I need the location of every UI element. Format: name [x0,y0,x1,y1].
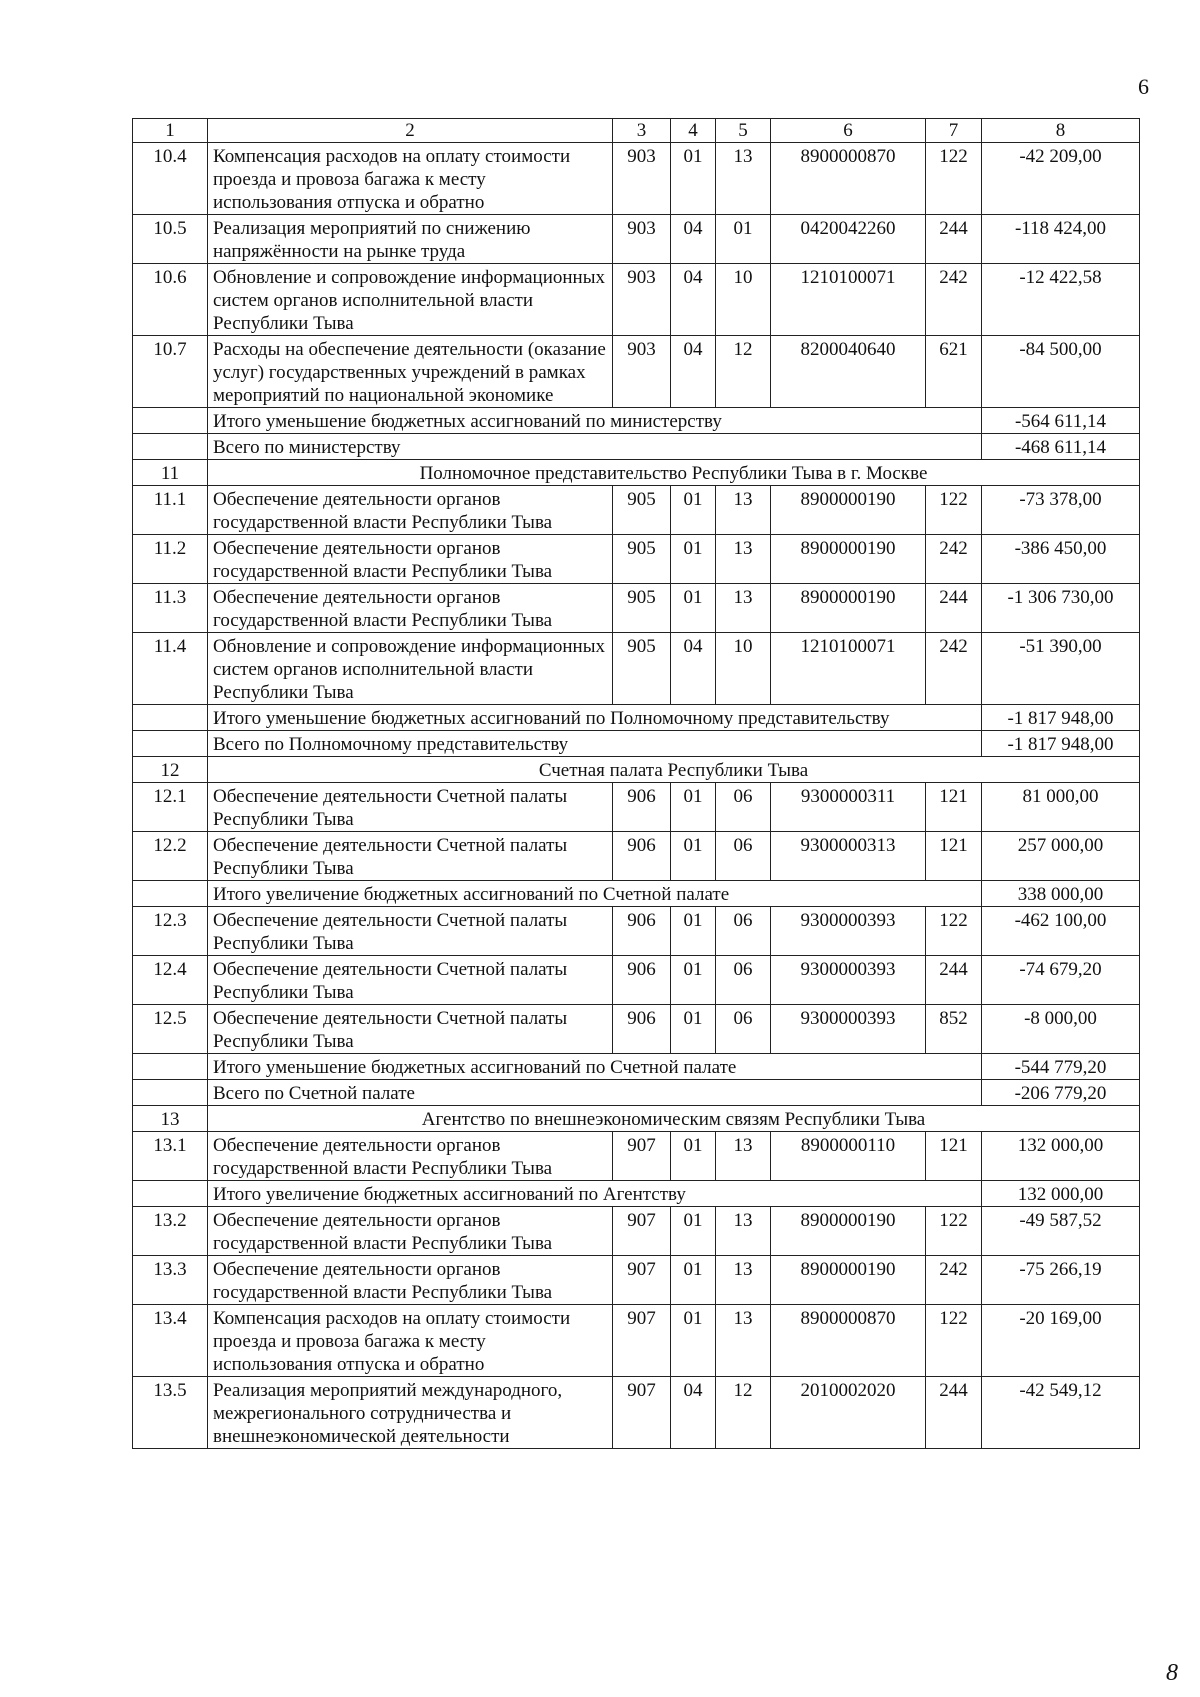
expense-type-code: 121 [926,1132,982,1181]
header-cell: 5 [716,119,771,143]
target-article-code: 1210100071 [771,633,926,705]
summary-empty-cell [133,1080,208,1106]
expense-type-code: 852 [926,1005,982,1054]
amount: -51 390,00 [982,633,1140,705]
target-article-code: 0420042260 [771,215,926,264]
amount: -386 450,00 [982,535,1140,584]
target-article-code: 9300000393 [771,1005,926,1054]
summary-label: Итого увеличение бюджетных ассигнований по Агентству [208,1181,982,1207]
header-cell: 7 [926,119,982,143]
amount: -8 000,00 [982,1005,1140,1054]
summary-row [133,408,1140,434]
target-article-code: 8900000190 [771,1207,926,1256]
row-number: 13.5 [133,1377,208,1449]
row-description: Обеспечение деятельности Счетной палаты Республики Тыва [208,783,613,832]
row-description: Обеспечение деятельности Счетной палаты Республики Тыва [208,832,613,881]
table-row [133,336,1140,408]
row-number: 10.5 [133,215,208,264]
row-number: 10.7 [133,336,208,408]
target-article-code: 9300000313 [771,832,926,881]
section-code: 01 [671,1132,716,1181]
section-code: 01 [671,486,716,535]
subsection-code: 13 [716,535,771,584]
row-description: Реализация мероприятий по снижению напряжённости на рынке труда [208,215,613,264]
expense-type-code: 122 [926,1207,982,1256]
amount: -1 306 730,00 [982,584,1140,633]
summary-row [133,731,1140,757]
row-description: Обеспечение деятельности органов государственной власти Республики Тыва [208,1132,613,1181]
amount: -12 422,58 [982,264,1140,336]
expense-type-code: 244 [926,1377,982,1449]
section-code: 01 [671,1207,716,1256]
expense-type-code: 122 [926,143,982,215]
summary-empty-cell [133,408,208,434]
header-cell: 2 [208,119,613,143]
table-row [133,1005,1140,1054]
summary-row [133,1054,1140,1080]
target-article-code: 8900000190 [771,584,926,633]
table-row [133,1207,1140,1256]
ministry-code: 903 [613,264,671,336]
ministry-code: 903 [613,215,671,264]
row-description: Обеспечение деятельности органов государственной власти Республики Тыва [208,1256,613,1305]
amount: -462 100,00 [982,907,1140,956]
row-number: 12.1 [133,783,208,832]
target-article-code: 8900000190 [771,1256,926,1305]
expense-type-code: 242 [926,633,982,705]
ministry-code: 905 [613,486,671,535]
table-row [133,1305,1140,1377]
section-code: 04 [671,1377,716,1449]
amount: 81 000,00 [982,783,1140,832]
row-number: 11.4 [133,633,208,705]
ministry-code: 907 [613,1132,671,1181]
target-article-code: 9300000393 [771,907,926,956]
table-row [133,215,1140,264]
section-code: 01 [671,1305,716,1377]
section-header-row [133,460,1140,486]
summary-empty-cell [133,705,208,731]
subsection-code: 06 [716,1005,771,1054]
ministry-code: 905 [613,535,671,584]
target-article-code: 8900000870 [771,1305,926,1377]
ministry-code: 905 [613,584,671,633]
section-code: 04 [671,336,716,408]
target-article-code: 8900000870 [771,143,926,215]
section-title: Полномочное представительство Республики Тыва в г. Москве [208,460,1140,486]
row-number: 12.5 [133,1005,208,1054]
table-row [133,907,1140,956]
summary-empty-cell [133,1054,208,1080]
table-row [133,1377,1140,1449]
row-number: 12.2 [133,832,208,881]
summary-label: Итого уменьшение бюджетных ассигнований по министерству [208,408,982,434]
summary-empty-cell [133,881,208,907]
target-article-code: 8900000190 [771,535,926,584]
amount: -75 266,19 [982,1256,1140,1305]
row-number: 13.1 [133,1132,208,1181]
budget-table [132,118,1140,1449]
row-number: 10.4 [133,143,208,215]
section-code: 01 [671,535,716,584]
section-code: 01 [671,1256,716,1305]
subsection-code: 06 [716,783,771,832]
expense-type-code: 242 [926,1256,982,1305]
row-description: Обеспечение деятельности Счетной палаты Республики Тыва [208,956,613,1005]
table-row [133,783,1140,832]
row-number: 11.3 [133,584,208,633]
expense-type-code: 244 [926,584,982,633]
table-row [133,264,1140,336]
subsection-code: 06 [716,832,771,881]
table-row [133,486,1140,535]
ministry-code: 907 [613,1377,671,1449]
section-title: Счетная палата Республики Тыва [208,757,1140,783]
amount: -42 549,12 [982,1377,1140,1449]
subsection-code: 10 [716,633,771,705]
ministry-code: 903 [613,336,671,408]
expense-type-code: 242 [926,264,982,336]
summary-amount: -544 779,20 [982,1054,1140,1080]
summary-label: Всего по министерству [208,434,982,460]
summary-label: Всего по Счетной палате [208,1080,982,1106]
row-description: Расходы на обеспечение деятельности (оказание услуг) государственных учреждений в рамках мероприятий по национальной экономике [208,336,613,408]
subsection-code: 13 [716,486,771,535]
summary-label: Итого уменьшение бюджетных ассигнований по Полномочному представительству [208,705,982,731]
section-code: 01 [671,907,716,956]
summary-amount: -206 779,20 [982,1080,1140,1106]
summary-empty-cell [133,1181,208,1207]
summary-row [133,434,1140,460]
row-number: 12.3 [133,907,208,956]
ministry-code: 905 [613,633,671,705]
target-article-code: 1210100071 [771,264,926,336]
subsection-code: 13 [716,1256,771,1305]
amount: -49 587,52 [982,1207,1140,1256]
subsection-code: 13 [716,1305,771,1377]
ministry-code: 906 [613,1005,671,1054]
expense-type-code: 122 [926,1305,982,1377]
table-row [133,143,1140,215]
subsection-code: 06 [716,907,771,956]
table-row [133,633,1140,705]
page-number: 6 [1138,74,1149,99]
table-row [133,1256,1140,1305]
row-description: Обеспечение деятельности органов государственной власти Республики Тыва [208,584,613,633]
summary-label: Итого уменьшение бюджетных ассигнований по Счетной палате [208,1054,982,1080]
amount: -42 209,00 [982,143,1140,215]
target-article-code: 9300000393 [771,956,926,1005]
amount: 257 000,00 [982,832,1140,881]
section-number: 11 [133,460,208,486]
amount: -73 378,00 [982,486,1140,535]
section-code: 01 [671,584,716,633]
header-cell: 3 [613,119,671,143]
subsection-code: 12 [716,1377,771,1449]
target-article-code: 9300000311 [771,783,926,832]
summary-amount: -1 817 948,00 [982,705,1140,731]
target-article-code: 8900000190 [771,486,926,535]
row-description: Обеспечение деятельности Счетной палаты Республики Тыва [208,1005,613,1054]
section-title: Агентство по внешнеэкономическим связям Республики Тыва [208,1106,1140,1132]
row-description: Обеспечение деятельности органов государственной власти Республики Тыва [208,1207,613,1256]
table-row [133,956,1140,1005]
ministry-code: 907 [613,1305,671,1377]
table-row [133,584,1140,633]
summary-empty-cell [133,731,208,757]
summary-row [133,1181,1140,1207]
expense-type-code: 122 [926,486,982,535]
row-number: 11.2 [133,535,208,584]
subsection-code: 10 [716,264,771,336]
section-code: 04 [671,215,716,264]
section-code: 01 [671,1005,716,1054]
amount: -20 169,00 [982,1305,1140,1377]
row-description: Обеспечение деятельности органов государственной власти Республики Тыва [208,486,613,535]
amount: -84 500,00 [982,336,1140,408]
row-description: Реализация мероприятий международного, межрегионального сотрудничества и внешнеэкономической деятельности [208,1377,613,1449]
row-number: 13.4 [133,1305,208,1377]
header-cell: 8 [982,119,1140,143]
subsection-code: 13 [716,584,771,633]
subsection-code: 06 [716,956,771,1005]
row-number: 12.4 [133,956,208,1005]
subsection-code: 13 [716,143,771,215]
summary-amount: -1 817 948,00 [982,731,1140,757]
row-number: 10.6 [133,264,208,336]
amount: -74 679,20 [982,956,1140,1005]
target-article-code: 8900000110 [771,1132,926,1181]
header-cell: 6 [771,119,926,143]
section-code: 01 [671,143,716,215]
ministry-code: 906 [613,956,671,1005]
summary-amount: -468 611,14 [982,434,1140,460]
section-number: 12 [133,757,208,783]
row-description: Обновление и сопровождение информационных систем органов исполнительной власти Республики Тыва [208,264,613,336]
expense-type-code: 122 [926,907,982,956]
row-number: 13.2 [133,1207,208,1256]
handwritten-page-mark: 8 [1166,1660,1178,1686]
summary-empty-cell [133,434,208,460]
summary-label: Итого увеличение бюджетных ассигнований по Счетной палате [208,881,982,907]
ministry-code: 906 [613,832,671,881]
subsection-code: 01 [716,215,771,264]
row-description: Обеспечение деятельности органов государственной власти Республики Тыва [208,535,613,584]
amount: -118 424,00 [982,215,1140,264]
subsection-code: 13 [716,1132,771,1181]
section-code: 01 [671,956,716,1005]
subsection-code: 13 [716,1207,771,1256]
table-header-row [133,119,1140,143]
row-description: Компенсация расходов на оплату стоимости проезда и провоза багажа к месту использования отпуска и обратно [208,143,613,215]
row-number: 13.3 [133,1256,208,1305]
section-code: 04 [671,633,716,705]
summary-amount: -564 611,14 [982,408,1140,434]
header-cell: 4 [671,119,716,143]
summary-row [133,881,1140,907]
section-code: 04 [671,264,716,336]
target-article-code: 2010002020 [771,1377,926,1449]
ministry-code: 907 [613,1256,671,1305]
table-row [133,832,1140,881]
header-cell: 1 [133,119,208,143]
expense-type-code: 244 [926,956,982,1005]
section-code: 01 [671,832,716,881]
row-number: 11.1 [133,486,208,535]
summary-amount: 132 000,00 [982,1181,1140,1207]
section-header-row [133,1106,1140,1132]
row-description: Компенсация расходов на оплату стоимости проезда и провоза багажа к месту использования отпуска и обратно [208,1305,613,1377]
summary-row [133,705,1140,731]
expense-type-code: 121 [926,832,982,881]
expense-type-code: 121 [926,783,982,832]
subsection-code: 12 [716,336,771,408]
summary-label: Всего по Полномочному представительству [208,731,982,757]
summary-row [133,1080,1140,1106]
table-row [133,1132,1140,1181]
ministry-code: 906 [613,783,671,832]
table-row [133,535,1140,584]
ministry-code: 907 [613,1207,671,1256]
amount: 132 000,00 [982,1132,1140,1181]
ministry-code: 903 [613,143,671,215]
section-code: 01 [671,783,716,832]
expense-type-code: 242 [926,535,982,584]
ministry-code: 906 [613,907,671,956]
summary-amount: 338 000,00 [982,881,1140,907]
expense-type-code: 244 [926,215,982,264]
row-description: Обеспечение деятельности Счетной палаты Республики Тыва [208,907,613,956]
row-description: Обновление и сопровождение информационных систем органов исполнительной власти Республики Тыва [208,633,613,705]
section-header-row [133,757,1140,783]
target-article-code: 8200040640 [771,336,926,408]
section-number: 13 [133,1106,208,1132]
expense-type-code: 621 [926,336,982,408]
